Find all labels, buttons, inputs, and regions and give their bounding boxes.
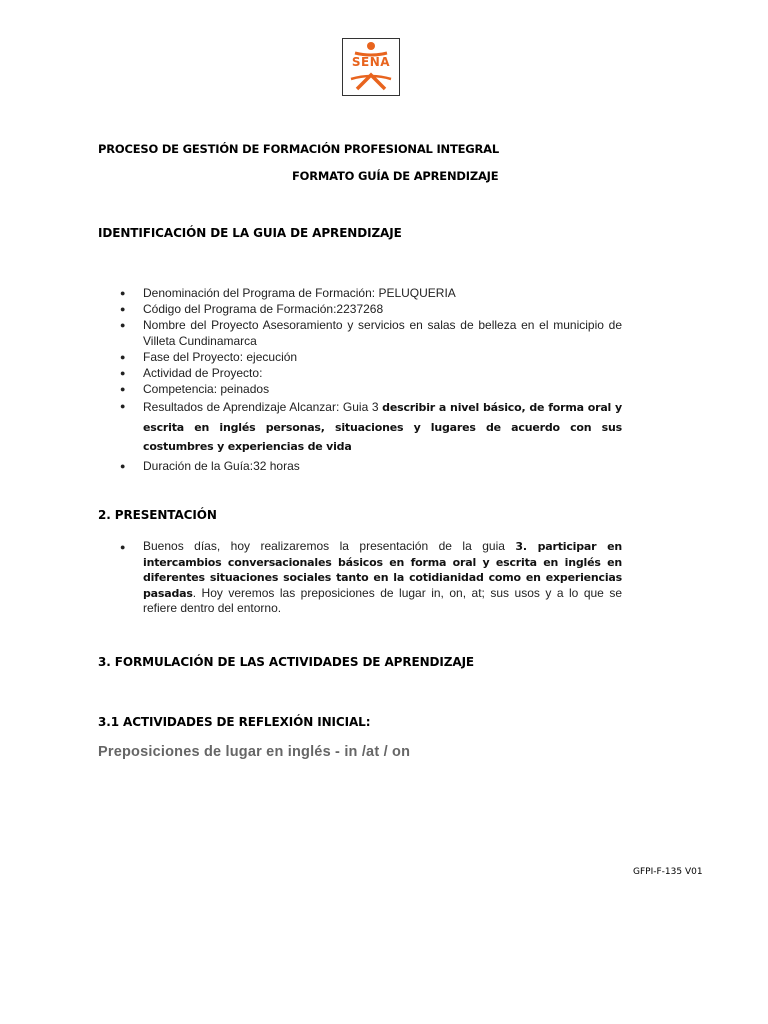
- presentation-title: 2. PRESENTACIÓN: [98, 508, 217, 522]
- list-item: ● Denominación del Programa de Formación: PELUQUERIA: [120, 285, 622, 301]
- list-item: ● Duración de la Guía:32 horas: [120, 458, 622, 474]
- presentation-bold: 3. participar en intercambios conversacionales básicos en forma oral y escrita en inglés en diferentes situaciones sociales tanto en la cotidianidad como en experiencias pasadas: [143, 540, 622, 600]
- sena-logo: [342, 38, 400, 96]
- list-item-results: [120, 398, 622, 457]
- presentation-list: [120, 539, 622, 617]
- section3-title: 3. FORMULACIÓN DE LAS ACTIVIDADES DE APRENDIZAJE: [98, 655, 475, 669]
- form-code: GFPI-F-135 V01: [633, 867, 703, 877]
- identification-list: [120, 285, 622, 474]
- list-item: ● Nombre del Proyecto Asesoramiento y servicios en salas de belleza en el municipio de Villeta Cundinamarca: [120, 317, 622, 349]
- format-title: FORMATO GUÍA DE APRENDIZAJE: [292, 169, 499, 183]
- presentation-prefix: Buenos días, hoy realizaremos la presentación de la guia: [143, 539, 516, 553]
- list-item: ● Código del Programa de Formación:2237268: [120, 301, 622, 317]
- results-prefix: Resultados de Aprendizaje Alcanzar: Guia 3: [143, 400, 383, 414]
- presentation-suffix: . Hoy veremos las preposiciones de lugar in, on, at; sus usos y a lo que se refiere dentro del entorno.: [143, 585, 622, 615]
- list-item: [120, 539, 622, 617]
- identification-title: IDENTIFICACIÓN DE LA GUIA DE APRENDIZAJE: [98, 226, 402, 240]
- section31-title: 3.1 ACTIVIDADES DE REFLEXIÓN INICIAL:: [98, 715, 371, 729]
- logo-text: SENA: [351, 55, 391, 69]
- results-bold: describir a nivel básico, de forma oral y escrita en inglés personas, situaciones y lugares de acuerdo con sus costumbres y experiencias de vida: [143, 401, 623, 453]
- process-title: PROCESO DE GESTIÓN DE FORMACIÓN PROFESIONAL INTEGRAL: [98, 142, 499, 156]
- list-item: ● Actividad de Proyecto:: [120, 365, 622, 381]
- list-item: ● Competencia: peinados: [120, 381, 622, 397]
- list-item: ● Fase del Proyecto: ejecución: [120, 349, 622, 365]
- section31-subtitle: Preposiciones de lugar en inglés - in /at / on: [98, 744, 411, 760]
